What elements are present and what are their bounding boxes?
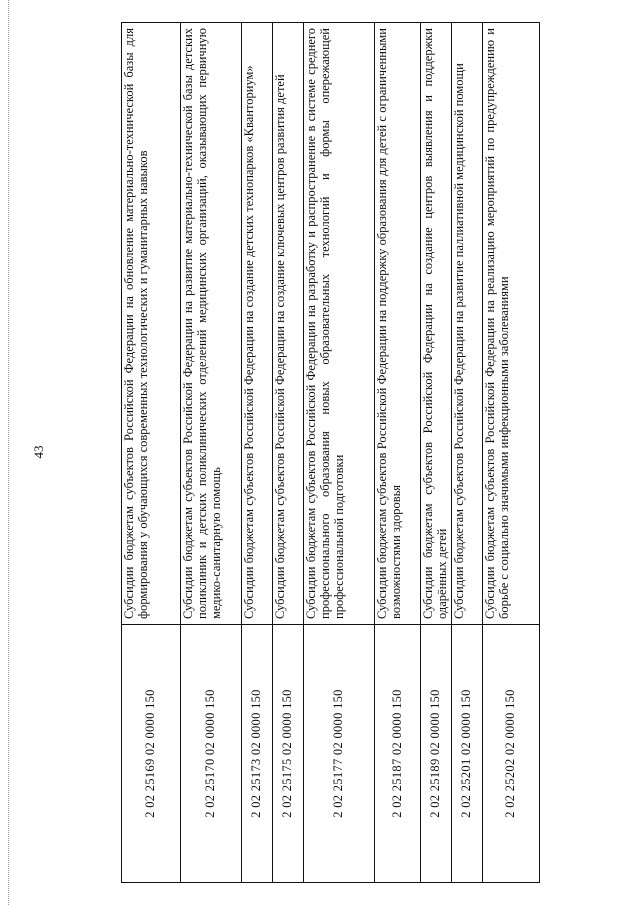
description-cell: Субсидии бюджетам субъектов Российской Федерации на реализацию мероприятий по предупреждению и борьбе с социально значимыми инфекционными заболеваниями bbox=[483, 23, 540, 625]
table-row bbox=[421, 23, 452, 883]
page-number: 43 bbox=[31, 445, 46, 459]
budget-code-table-rotated bbox=[121, 23, 539, 883]
description-cell: Субсидии бюджетам субъектов Российской Федерации на обновление материально-технической базы для формирования у обучающихся современных технологических и гуманитарных навыков bbox=[122, 23, 181, 625]
table-row bbox=[122, 23, 181, 883]
description-cell: Субсидии бюджетам субъектов Российской Федерации на создание детских технопарков «Кванториум» bbox=[242, 23, 273, 625]
budget-code-cell: 2 02 25202 02 0000 150 bbox=[483, 625, 540, 883]
description-cell: Субсидии бюджетам субъектов Российской Федерации на создание ключевых центров развития детей bbox=[273, 23, 304, 625]
budget-code-cell: 2 02 25169 02 0000 150 bbox=[122, 625, 181, 883]
budget-code-cell: 2 02 25201 02 0000 150 bbox=[452, 625, 483, 883]
budget-code-cell: 2 02 25189 02 0000 150 bbox=[421, 625, 452, 883]
description-cell: Субсидии бюджетам субъектов Российской Федерации на создание центров выявления и поддержки одарённых детей bbox=[421, 23, 452, 625]
budget-code-cell: 2 02 25187 02 0000 150 bbox=[375, 625, 421, 883]
table-row bbox=[452, 23, 483, 883]
table-row bbox=[181, 23, 242, 883]
budget-code-cell: 2 02 25170 02 0000 150 bbox=[181, 625, 242, 883]
table-row bbox=[273, 23, 304, 883]
table-row bbox=[375, 23, 421, 883]
description-cell: Субсидии бюджетам субъектов Российской Федерации на развитие материально-технической базы детских поликлиник и детских поликлинических отделений медицинских организаций, оказывающих первичную медико-санитарную помощь bbox=[181, 23, 242, 625]
table-row bbox=[242, 23, 273, 883]
budget-code-cell: 2 02 25173 02 0000 150 bbox=[242, 625, 273, 883]
budget-code-cell: 2 02 25177 02 0000 150 bbox=[304, 625, 375, 883]
description-cell: Субсидии бюджетам субъектов Российской Федерации на развитие паллиативной медицинской помощи bbox=[452, 23, 483, 625]
description-cell: Субсидии бюджетам субъектов Российской Федерации на поддержку образования для детей с ограниченными возможностями здоровья bbox=[375, 23, 421, 625]
scan-margin-line bbox=[8, 0, 10, 905]
budget-code-cell: 2 02 25175 02 0000 150 bbox=[273, 625, 304, 883]
table-row bbox=[483, 23, 540, 883]
budget-code-table bbox=[121, 22, 540, 883]
description-cell: Субсидии бюджетам субъектов Российской Федерации на разработку и распространение в системе среднего профессионального образования новых образовательных технологий и формы опережающей профессиональной подготовки bbox=[304, 23, 375, 625]
table-row bbox=[304, 23, 375, 883]
